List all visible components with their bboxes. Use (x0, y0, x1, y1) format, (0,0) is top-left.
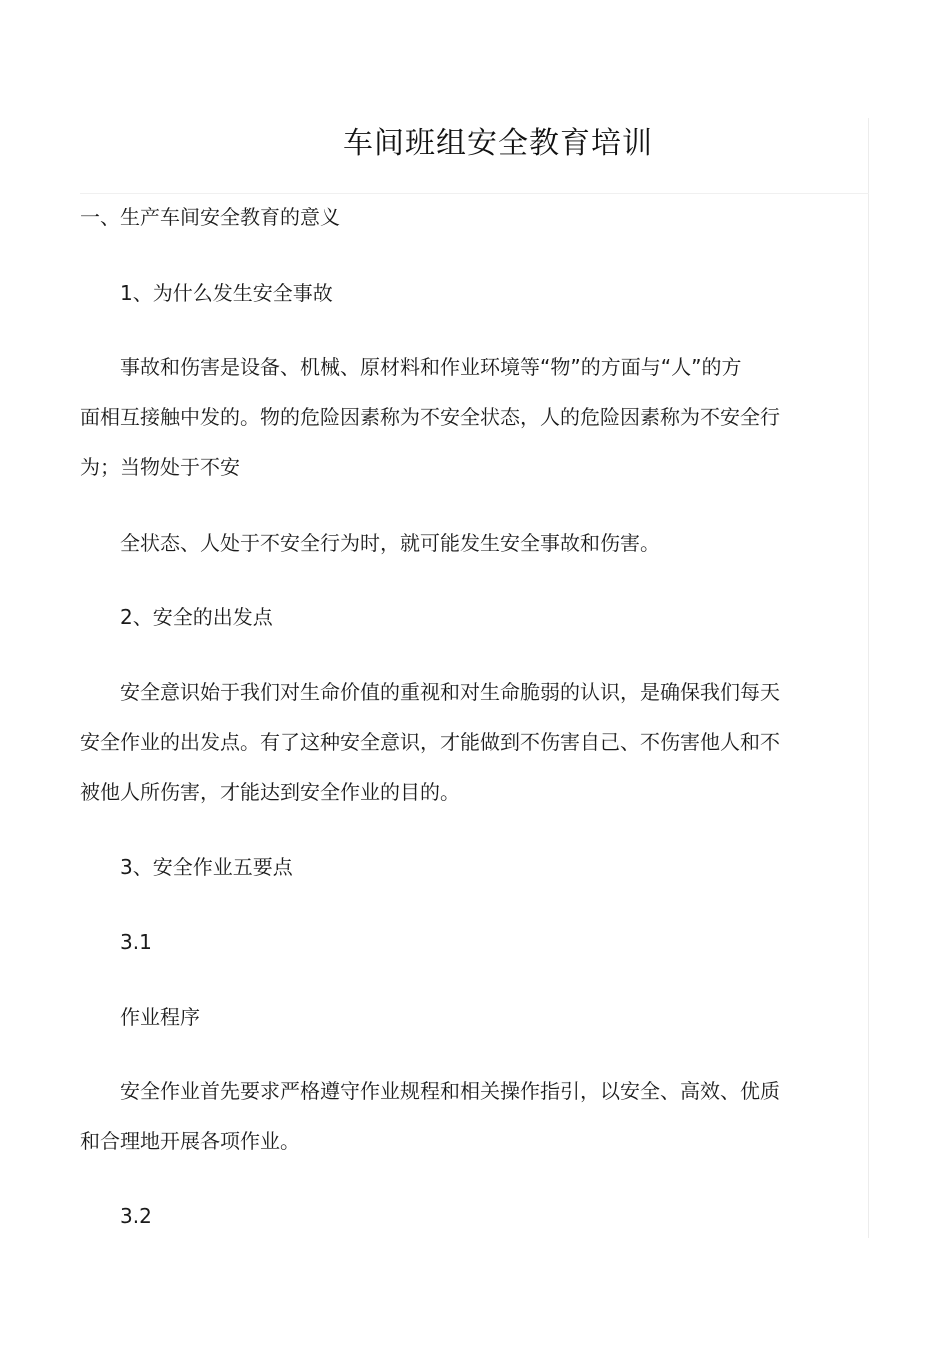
paragraph-line: 安全作业首先要求严格遵守作业规程和相关操作指引，以安全、高效、优质 (120, 1079, 780, 1103)
paragraph-line: 事故和伤害是设备、机械、原材料和作业环境等“物”的方面与“人”的方 (120, 355, 742, 379)
item-number: 3.1 (120, 930, 152, 954)
paragraph-line: 全状态、人处于不安全行为时，就可能发生安全事故和伤害。 (120, 531, 660, 555)
paragraph-line: 安全意识始于我们对生命价值的重视和对生命脆弱的认识，是确保我们每天 (120, 680, 780, 704)
paragraph-line: 安全作业的出发点。有了这种安全意识，才能做到不伤害自己、不伤害他人和不 (80, 730, 780, 754)
page-edge-divider (868, 118, 869, 1238)
subsection-heading: 3、安全作业五要点 (120, 855, 293, 879)
subsection-heading: 1、为什么发生安全事故 (120, 281, 333, 305)
header-divider (80, 193, 869, 194)
paragraph-line: 为；当物处于不安 (80, 455, 240, 479)
paragraph-line: 被他人所伤害，才能达到安全作业的目的。 (80, 780, 460, 804)
paragraph-line: 面相互接触中发的。物的危险因素称为不安全状态，人的危险因素称为不安全行 (80, 405, 780, 429)
section-heading: 一、生产车间安全教育的意义 (80, 205, 340, 229)
item-number: 3.2 (120, 1204, 152, 1228)
subsection-heading: 2、安全的出发点 (120, 605, 273, 629)
item-title: 作业程序 (120, 1005, 200, 1029)
paragraph-line: 和合理地开展各项作业。 (80, 1129, 300, 1153)
document-title: 车间班组安全教育培训 (343, 126, 653, 161)
